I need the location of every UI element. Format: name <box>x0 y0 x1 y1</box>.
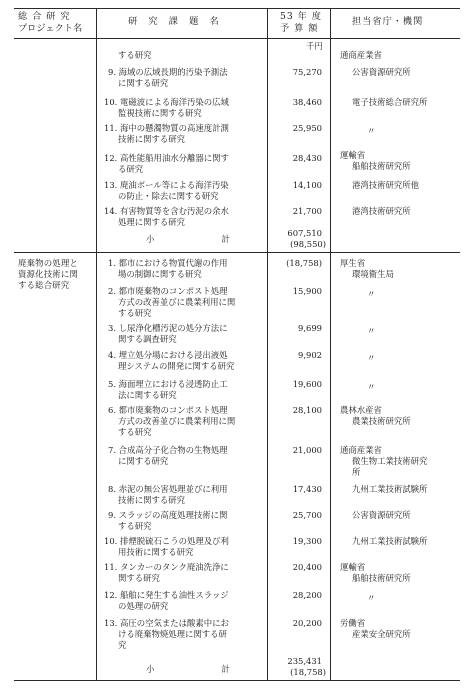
s2-row1-title-line2: 方式の改善並びに農業利用に関 <box>118 297 236 307</box>
table-bottom-border <box>14 680 460 681</box>
s2-row4-title-line1: 5. 海面埋立における浸透防止工 <box>108 379 228 389</box>
s1-row6-title-line1: 14. 有害物質等を含む汚泥の余水 <box>104 206 229 216</box>
s2-row1-title-line3: する研究 <box>118 308 152 318</box>
s1-row5-title-line2: の防止・除去に関する研究 <box>118 191 219 201</box>
s2-row4-title-line2: 法に関する研究 <box>118 390 177 400</box>
s2-row12-agency-line1: 労働省 <box>340 618 366 628</box>
s2-row6-value: 21,000 <box>292 445 322 455</box>
s2-row5-title-line1: 6. 都市廃棄物のコンポスト処理 <box>108 405 228 415</box>
s2-row6-title-line2: に関する研究 <box>118 456 169 466</box>
s2-program-line2: 資源化技術に関 <box>18 269 79 279</box>
header-bottom-border <box>14 38 460 39</box>
s1-row0-title-line1: する研究 <box>118 50 152 60</box>
s2-row2-title-line1: 3. し尿浄化槽汚泥の処分方法に <box>108 323 228 333</box>
s2-row2-agency-line1: 〃 <box>367 326 376 336</box>
s2-row8-value: 25,700 <box>292 510 322 520</box>
column-divider-program <box>96 8 97 680</box>
s2-row5-agency-line1: 農林水産省 <box>340 405 382 415</box>
header-agency: 担当省庁・機関 <box>352 16 424 27</box>
header-budget-line1: 53 年 度 <box>280 11 322 22</box>
s2-row2-title-line2: 関する調査研究 <box>118 334 177 344</box>
s2-row5-value: 28,100 <box>292 405 322 415</box>
s1-row4-title-line1: 12. 高性能船用油水分離器に関す <box>104 153 229 163</box>
s2-row7-title-line1: 8. 赤泥の無公害処理並びに利用 <box>108 484 228 494</box>
s2-row6-agency-line1: 通商産業省 <box>340 445 382 455</box>
header-title: 研 究 課 題 名 <box>128 16 220 27</box>
s2-row9-value: 19,300 <box>292 536 322 546</box>
s2-row5-agency-line2: 農業技術研究所 <box>352 416 411 426</box>
s2-row10-agency-line1: 運輸省 <box>340 562 366 572</box>
s2-program-line1: 廃棄物の処理と <box>18 258 79 268</box>
s2-row10-title-line1: 11. タンカーのタンク廃油洗浄に <box>104 562 229 572</box>
s2-row3-title-line1: 4. 埋立処分場における浸出液処 <box>108 350 228 360</box>
s1-row6-title-line2: 処理に関する研究 <box>118 217 185 227</box>
column-divider-budget <box>330 8 331 680</box>
s1-row5-value: 14,100 <box>292 180 322 190</box>
s2-row7-value: 17,430 <box>292 484 322 494</box>
s2-row5-title-line3: する研究 <box>118 427 152 437</box>
section-divider <box>14 252 460 253</box>
s1-subtotal-paren: (98,550) <box>290 239 326 249</box>
s2-row1-value: 15,900 <box>292 286 322 296</box>
s2-row7-title-line2: 技術に関する研究 <box>118 495 185 505</box>
header-program-line2: プロジェクト名 <box>18 23 83 34</box>
s2-row8-agency-line1: 公害資源研究所 <box>352 510 411 520</box>
s2-row3-agency-line1: 〃 <box>367 353 376 363</box>
s1-row4-agency-line2: 船舶技術研究所 <box>352 161 411 171</box>
s1-row4-value: 28,430 <box>292 153 322 163</box>
s2-row4-value: 19,600 <box>292 379 322 389</box>
s1-row6-agency-line1: 港湾技術研究所 <box>352 206 411 216</box>
s2-subtotal-label: 小 計 <box>146 664 230 674</box>
s2-row11-title-line2: の処理の研究 <box>118 601 169 611</box>
s1-subtotal-label: 小 計 <box>146 234 230 244</box>
s1-subtotal-value: 607,510 <box>287 228 322 238</box>
s2-row8-title-line1: 9. スラッジの高度処理技術に関 <box>108 510 228 520</box>
s2-row9-title-line2: 用技術に関する研究 <box>118 547 194 557</box>
s2-row12-agency-line2: 産業安全研究所 <box>352 629 411 639</box>
s1-row1-title-line1: 9. 海域の広域長期的汚染予測法 <box>108 67 228 77</box>
s2-row3-value: 9,902 <box>298 350 322 360</box>
s2-row12-title-line1: 13. 高圧の空気または酸素中にお <box>104 618 229 628</box>
s1-row2-title-line2: 監視技術に関する研究 <box>118 108 202 118</box>
s2-row8-title-line2: する研究 <box>118 521 152 531</box>
s1-row3-title-line1: 11. 海中の懸濁物質の高速度計測 <box>104 123 229 133</box>
s1-row2-title-line1: 10. 電磁波による海洋汚染の広域 <box>104 97 229 107</box>
column-divider-title <box>267 8 268 680</box>
s1-row3-title-line2: 技術に関する研究 <box>118 134 185 144</box>
header-program-line1: 総 合 研 究 <box>18 11 71 22</box>
s2-row1-agency-line1: 〃 <box>367 289 376 299</box>
s2-row3-title-line2: 理システムの開発に関する研究 <box>118 361 235 371</box>
s1-row2-agency-line1: 電子技術総合研究所 <box>352 97 428 107</box>
s2-row7-agency-line1: 九州工業技術試験所 <box>352 484 428 494</box>
s1-row2-value: 38,460 <box>292 97 322 107</box>
unit-label: 千円 <box>306 41 323 51</box>
s2-row12-title-line3: 究 <box>118 640 127 650</box>
s2-row10-value: 20,400 <box>292 562 322 572</box>
s2-row4-agency-line1: 〃 <box>367 382 376 392</box>
s2-row2-value: 9,699 <box>298 323 322 333</box>
s1-row5-title-line1: 13. 廃油ボール等による海洋汚染 <box>104 180 229 190</box>
s1-row3-agency-line1: 〃 <box>367 126 376 136</box>
s2-subtotal-paren: (18,758) <box>290 667 326 677</box>
s1-row4-title-line2: る研究 <box>118 164 144 174</box>
s2-row12-value: 20,200 <box>292 618 322 628</box>
s1-row5-agency-line1: 港湾技術研究所他 <box>352 180 419 190</box>
s2-row0-title-line1: 1. 都市における物質代謝の作用 <box>108 258 228 268</box>
s1-row4-agency-line1: 運輸省 <box>340 150 366 160</box>
s2-row9-title-line1: 10. 排煙脱硫石こうの処理及び利 <box>104 536 229 546</box>
s2-row10-agency-line2: 船舶技術研究所 <box>352 573 411 583</box>
s2-row0-value: (18,758) <box>286 258 322 268</box>
s2-row10-title-line2: 関する研究 <box>118 573 160 583</box>
s1-row1-agency-line1: 公害資源研究所 <box>352 67 411 77</box>
s2-row0-title-line2: 場の制御に関する研究 <box>118 269 202 279</box>
table-top-border <box>14 8 460 9</box>
s1-row1-value: 75,270 <box>292 67 322 77</box>
s2-row6-agency-line2: 微生物工業技術研究 <box>352 456 428 466</box>
s2-row11-value: 28,200 <box>292 590 322 600</box>
s2-row0-agency-line1: 厚生省 <box>340 258 366 268</box>
s2-row6-title-line1: 7. 合成高分子化合物の生物処理 <box>108 445 228 455</box>
s1-row1-title-line2: に関する研究 <box>118 78 169 88</box>
header-budget-line2: 予 算 額 <box>280 23 319 34</box>
s2-subtotal-value: 235,431 <box>287 656 322 666</box>
s2-program-line3: する総合研究 <box>18 280 70 290</box>
s2-row11-agency-line1: 〃 <box>367 593 376 603</box>
s1-row6-value: 21,700 <box>292 206 322 216</box>
s2-row6-agency-line3: 所 <box>352 467 361 477</box>
s2-row0-agency-line2: 環境衛生局 <box>352 269 394 279</box>
s2-row1-title-line1: 2. 都市廃棄物のコンポスト処理 <box>108 286 228 296</box>
s1-row3-value: 25,950 <box>292 123 322 133</box>
s2-row9-agency-line1: 九州工業技術試験所 <box>352 536 428 546</box>
s1-row0-agency-line1: 通商産業省 <box>340 50 382 60</box>
s2-row11-title-line1: 12. 船舶に発生する油性スラッジ <box>104 590 229 600</box>
s2-row12-title-line2: ける廃棄物焼処理に関する研 <box>118 629 227 639</box>
s2-row5-title-line2: 方式の改善並びに農業利用に関 <box>118 416 236 426</box>
